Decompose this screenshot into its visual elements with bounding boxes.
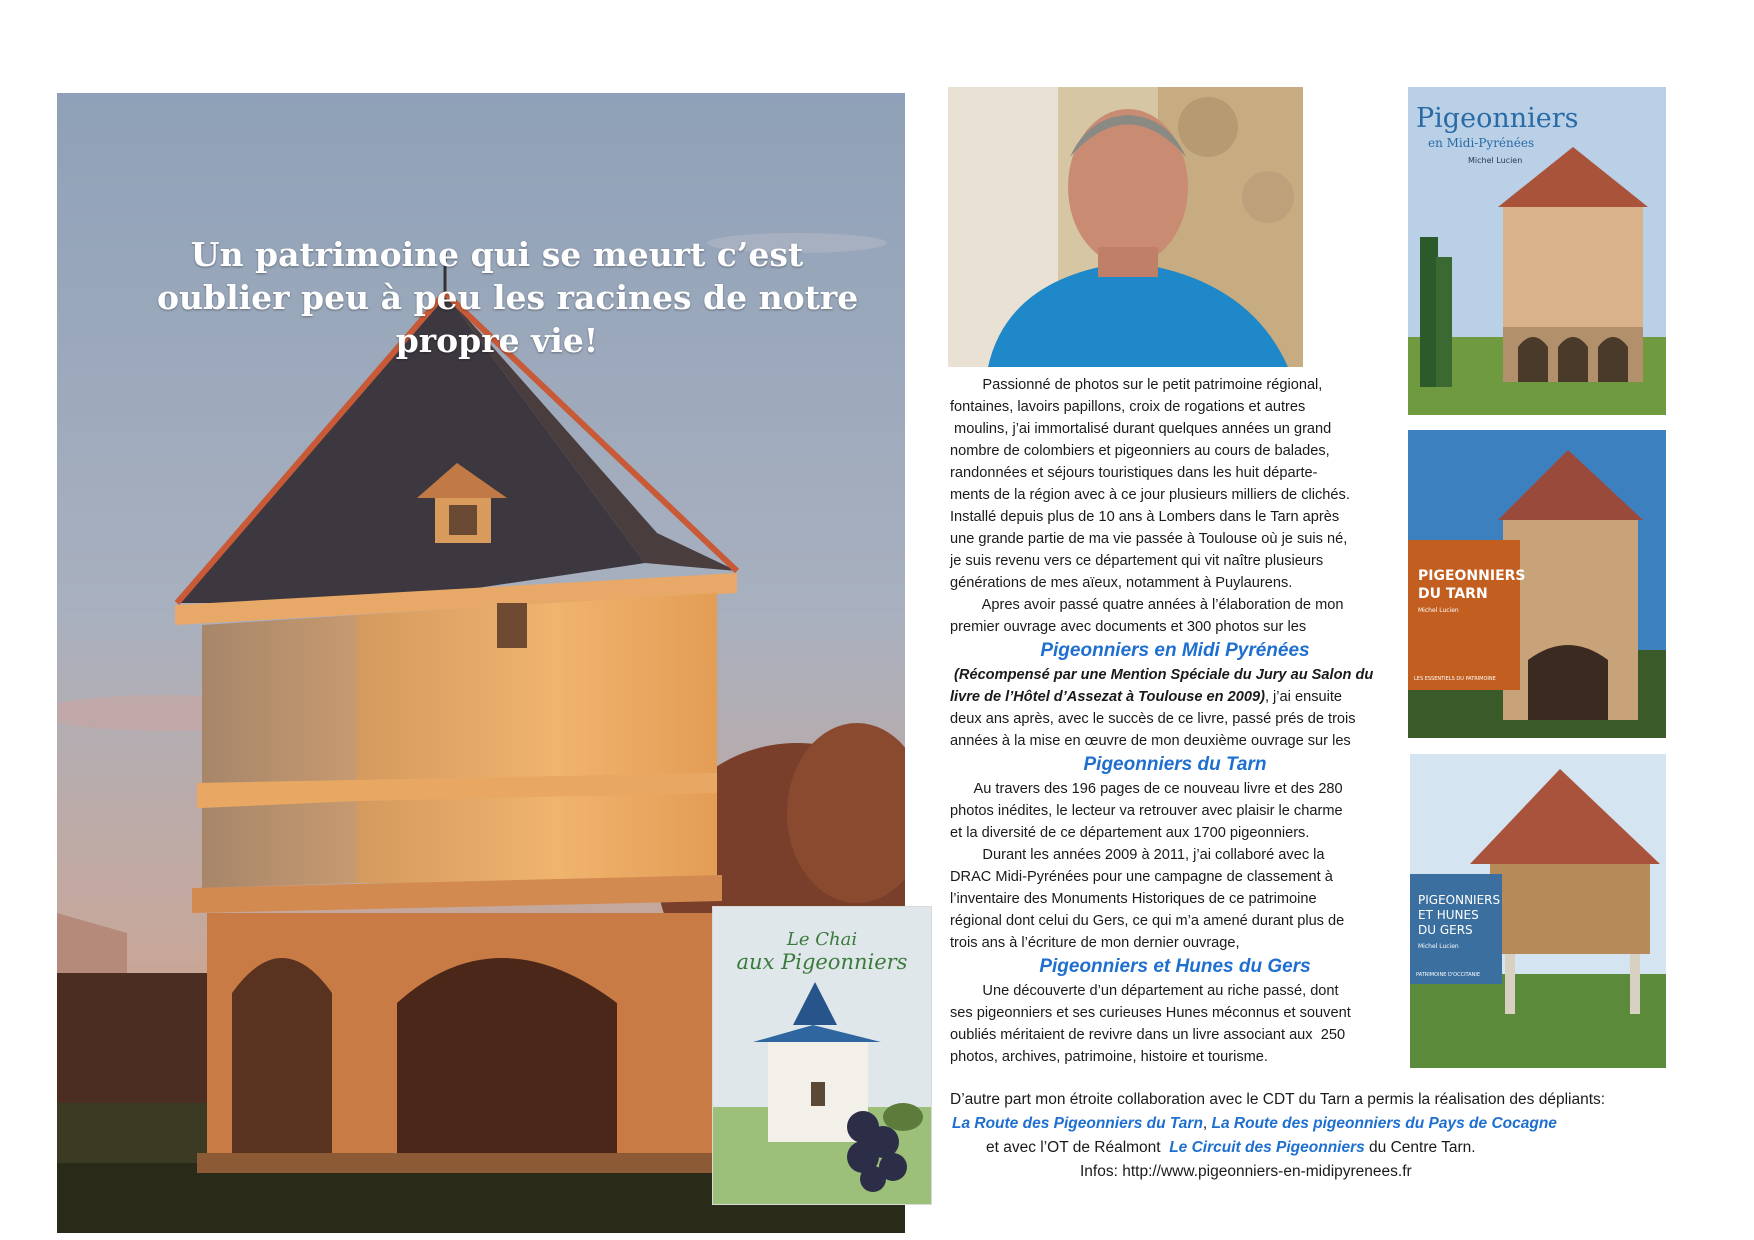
logo-line: aux Pigeonniers xyxy=(736,950,908,974)
cover-author: Michel Lucien xyxy=(1468,156,1523,165)
book-cover-tarn xyxy=(1408,430,1666,738)
article-line: Installé depuis plus de 10 ans à Lombers dans le Tarn après xyxy=(950,509,1340,525)
book-title-gers: Pigeonniers et Hunes du Gers xyxy=(1039,956,1311,977)
infos-line[interactable]: Infos: http://www.pigeonniers-en-midipyrenees.fr xyxy=(1080,1163,1412,1180)
footer-links-line xyxy=(950,1112,1650,1136)
footer-text-pre: et avec l’OT de Réalmont xyxy=(986,1139,1170,1156)
article-line: l’inventaire des Monuments Historiques de ce patrimoine xyxy=(950,891,1317,907)
footer-text-post: du Centre Tarn. xyxy=(1364,1139,1476,1156)
book-title-tarn: Pigeonniers du Tarn xyxy=(1083,754,1267,775)
article-line: je suis revenu vers ce département qui vit naître plusieurs xyxy=(950,553,1324,569)
article-line: oubliés méritaient de revivre dans un livre associant aux 250 xyxy=(950,1027,1346,1043)
article-line: premier ouvrage avec documents et 300 photos sur les xyxy=(950,619,1307,635)
article-line: générations de mes aïeux, notamment à Puylaurens. xyxy=(950,575,1293,591)
cover-subtitle: en Midi-Pyrénées xyxy=(1428,136,1535,150)
author-photo xyxy=(948,87,1303,367)
article-line: randonnées et séjours touristiques dans les huit départe- xyxy=(950,465,1318,481)
link-route-cocagne[interactable]: La Route des pigeonniers du Pays de Cocagne xyxy=(1211,1115,1557,1132)
article-line: ments de la région avec à ce jour plusieurs milliers de clichés. xyxy=(950,487,1350,503)
article-line: Une découverte d’un département au riche passé, dont xyxy=(950,983,1339,999)
article-line: régional dont celui du Gers, ce qui m’a amené durant plus de xyxy=(950,913,1345,929)
article-line: une grande partie de ma vie passée à Toulouse où je suis né, xyxy=(950,531,1348,547)
award-text: livre de l’Hôtel d’Assezat à Toulouse en 2009) xyxy=(950,689,1265,705)
article-line: nombre de colombiers et pigeonniers au cours de balades, xyxy=(950,443,1330,459)
cover-author: Michel Lucien xyxy=(1418,943,1459,950)
article-line: fontaines, lavoirs papillons, croix de rogations et autres xyxy=(950,399,1306,415)
award-line xyxy=(950,686,1400,708)
article-line: Passionné de photos sur le petit patrimoine régional, xyxy=(950,377,1323,393)
link-circuit-pigeonniers[interactable]: Le Circuit des Pigeonniers xyxy=(1169,1139,1365,1156)
cover-title: ET HUNES xyxy=(1418,908,1479,922)
cover-collection: LES ESSENTIELS DU PATRIMOINE xyxy=(1414,676,1496,682)
footer-line: D’autre part mon étroite collaboration avec le CDT du Tarn a permis la réalisation des dépliants: xyxy=(950,1091,1606,1108)
article-line: DRAC Midi-Pyrénées pour une campagne de classement à xyxy=(950,869,1333,885)
article-line: Apres avoir passé quatre années à l’élaboration de mon xyxy=(950,597,1344,613)
book-cover-midi-pyrenees xyxy=(1408,87,1666,415)
cover-title: DU TARN xyxy=(1418,586,1488,602)
footer-line xyxy=(950,1136,1650,1160)
quote-text xyxy=(157,233,859,362)
article-line: deux ans après, avec le succès de ce livre, passé prés de trois xyxy=(950,711,1356,727)
article-line: photos inédites, le lecteur va retrouver avec plaisir le charme xyxy=(950,803,1343,819)
book-cover-gers xyxy=(1410,754,1666,1068)
quote-line: propre vie! xyxy=(395,321,599,360)
cover-collection: PATRIMOINE D'OCCITANIE xyxy=(1416,972,1481,978)
logo-line: Le Chai xyxy=(786,929,858,950)
cover-title: PIGEONNIERS xyxy=(1418,893,1501,907)
article-line: Au travers des 196 pages de ce nouveau livre et des 280 xyxy=(950,781,1343,797)
link-route-tarn[interactable]: La Route des Pigeonniers du Tarn xyxy=(952,1115,1203,1132)
article-line: photos, archives, patrimoine, histoire et tourisme. xyxy=(950,1049,1268,1065)
cover-title: DU GERS xyxy=(1418,923,1473,937)
article-line: Durant les années 2009 à 2011, j’ai collaboré avec la xyxy=(950,847,1325,863)
footer-text xyxy=(950,1088,1650,1184)
cover-title: PIGEONNIERS xyxy=(1418,568,1526,584)
cover-author: Michel Lucien xyxy=(1418,607,1459,614)
quote-line: oublier peu à peu les racines de notre xyxy=(157,278,859,317)
separator: , xyxy=(1202,1115,1212,1132)
article-line: années à la mise en œuvre de mon deuxième ouvrage sur les xyxy=(950,733,1351,749)
chai-aux-pigeonniers-logo xyxy=(712,906,932,1205)
article-line: moulins, j’ai immortalisé durant quelques années un grand xyxy=(950,421,1332,437)
article-text xyxy=(950,374,1400,1068)
article-line: ses pigeonniers et ses curieuses Hunes méconnus et souvent xyxy=(950,1005,1351,1021)
cover-title: Pigeonniers xyxy=(1416,103,1579,134)
quote-line: Un patrimoine qui se meurt c’est xyxy=(190,235,804,274)
article-line: et la diversité de ce département aux 1700 pigeonniers. xyxy=(950,825,1310,841)
award-line: (Récompensé par une Mention Spéciale du Jury au Salon du xyxy=(950,667,1374,683)
award-tail: , j’ai ensuite xyxy=(1264,689,1343,705)
book-title-midi-pyrenees: Pigeonniers en Midi Pyrénées xyxy=(1040,640,1310,661)
article-line: trois ans à l’écriture de mon dernier ouvrage, xyxy=(950,935,1240,951)
